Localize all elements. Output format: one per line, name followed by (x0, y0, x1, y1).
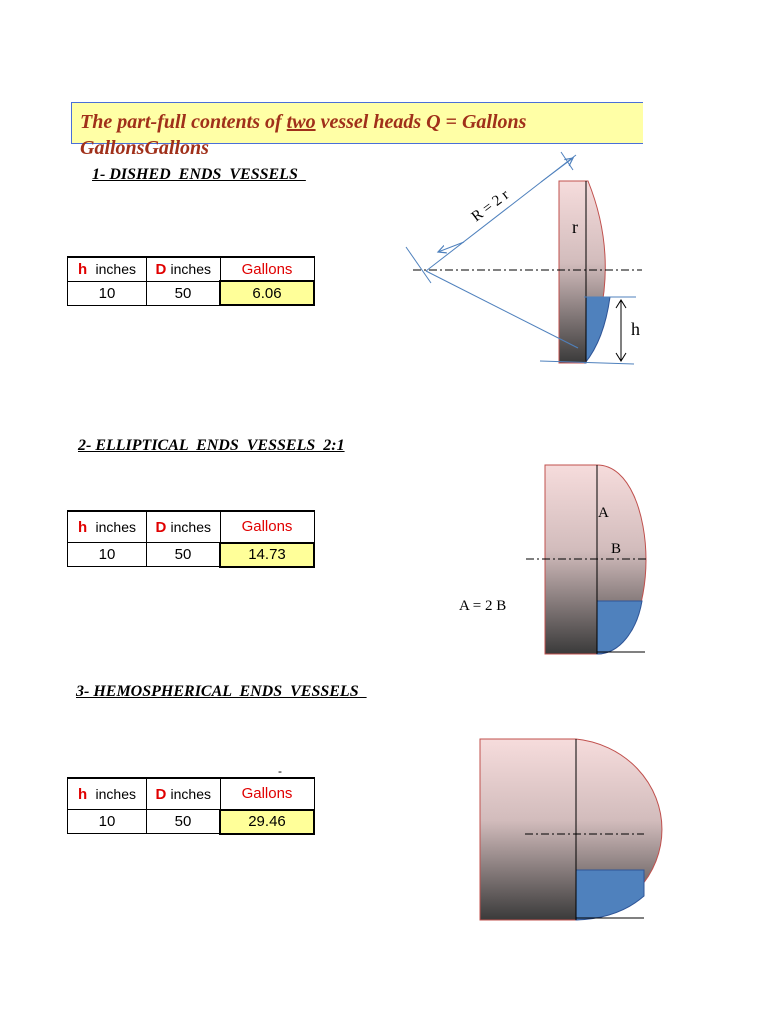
r-label: r (572, 217, 578, 237)
section-title-hemispherical: 3- HEMOSPHERICAL ENDS VESSELS (76, 683, 367, 700)
b-label: B (611, 541, 622, 557)
section-title-elliptical: 2- ELLIPTICAL ENDS VESSELS 2:1 (78, 437, 345, 454)
page-title: The part-full contents of two vessel heads Q = Gallons (80, 111, 527, 133)
d-column-header: D inches (147, 511, 221, 543)
gallons-result-cell: 6.06 (220, 281, 314, 305)
gallons-result-cell: 14.73 (220, 543, 314, 567)
d-input-cell[interactable]: 50 (147, 281, 221, 305)
h-column-header: h inches (68, 257, 147, 281)
dished-head-diagram (406, 152, 642, 364)
title-overflow-text: GallonsGallons (80, 137, 209, 159)
d-input-cell[interactable]: 50 (147, 543, 221, 567)
h-column-header: h inches (68, 511, 147, 543)
elliptical-head-diagram (459, 465, 646, 654)
radius-arrow (541, 158, 573, 182)
gallons-column-header: Gallons (220, 257, 314, 281)
radius-arrow (438, 242, 464, 252)
gallons-column-header: Gallons (220, 511, 314, 543)
dash-mark: - (278, 764, 282, 778)
d-input-cell[interactable]: 50 (147, 810, 221, 834)
section-title-dished: 1- DISHED ENDS VESSELS (92, 166, 306, 183)
h-input-cell[interactable]: 10 (68, 543, 147, 567)
hemispherical-liquid-fill (576, 870, 644, 920)
elliptical-liquid-fill (597, 601, 642, 654)
h-column-header: h inches (68, 778, 147, 810)
h-label: h (631, 319, 640, 339)
h-input-cell[interactable]: 10 (68, 281, 147, 305)
hemispherical-head-diagram (278, 739, 662, 920)
h-input-cell[interactable]: 10 (68, 810, 147, 834)
gallons-column-header: Gallons (220, 778, 314, 810)
d-column-header: D inches (147, 778, 221, 810)
ratio-label: A = 2 B (459, 598, 507, 614)
gallons-result-cell: 29.46 (220, 810, 314, 834)
a-label: A (598, 505, 609, 521)
dished-liquid-fill (585, 297, 610, 363)
d-column-header: D inches (147, 257, 221, 281)
radius-label: R = 2 r (468, 187, 513, 226)
